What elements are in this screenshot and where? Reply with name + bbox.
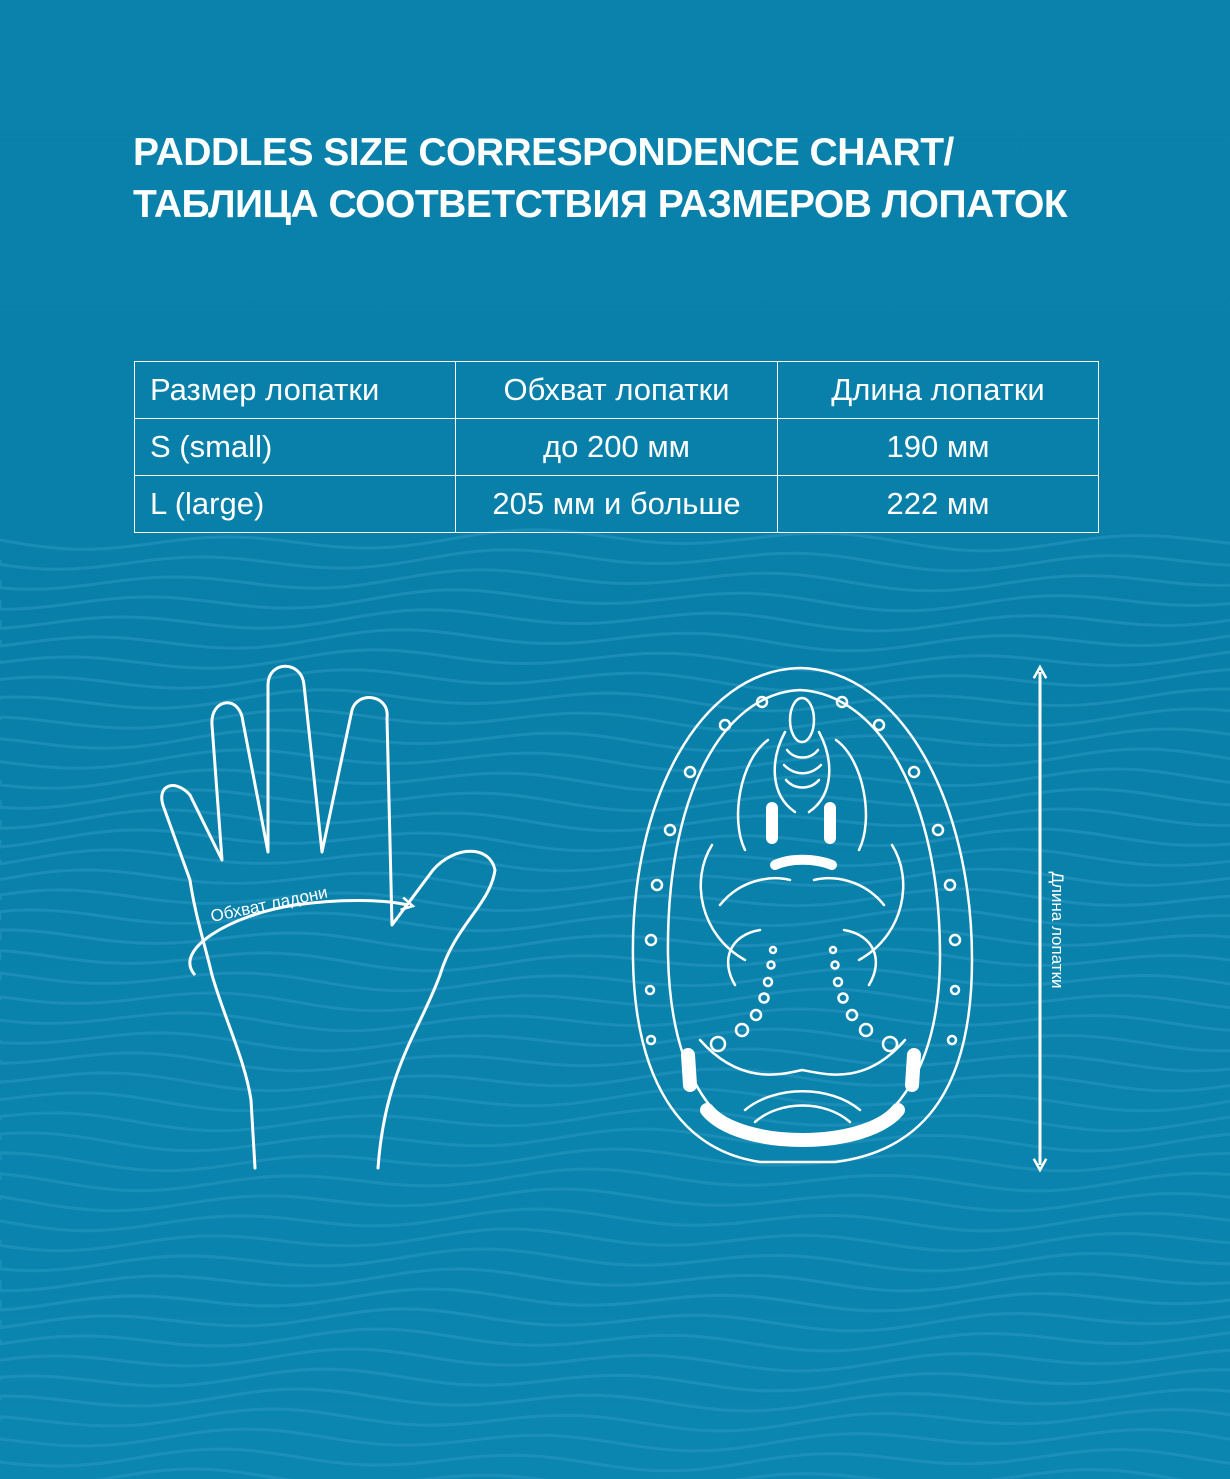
header-girth: Обхват лопатки xyxy=(456,362,778,419)
table-header-row xyxy=(135,362,1099,419)
wave-line xyxy=(0,1429,1230,1451)
wave-line xyxy=(0,1409,1230,1431)
wave-line xyxy=(0,1329,1230,1351)
wave-line xyxy=(0,1309,1230,1331)
wave-line xyxy=(0,1249,1230,1271)
cell-length: 190 мм xyxy=(778,419,1099,476)
wave-line xyxy=(0,1449,1230,1471)
page-title xyxy=(133,127,1133,231)
wave-line xyxy=(0,570,1230,591)
cell-length: 222 мм xyxy=(778,476,1099,533)
wave-line xyxy=(0,550,1230,571)
wave-line xyxy=(0,610,1230,631)
wave-line xyxy=(0,1209,1230,1231)
girth-label: Обхват ладони xyxy=(208,882,330,926)
wave-line xyxy=(0,1389,1230,1411)
wave-line xyxy=(0,1349,1230,1371)
title-line-ru: ТАБЛИЦА СООТВЕТСТВИЯ РАЗМЕРОВ ЛОПАТОК xyxy=(133,183,1068,226)
header-size: Размер лопатки xyxy=(135,362,456,419)
cell-size: L (large) xyxy=(135,476,456,533)
wave-line xyxy=(0,1269,1230,1291)
table-row xyxy=(135,419,1099,476)
wave-line xyxy=(0,1289,1230,1311)
wave-line xyxy=(0,1369,1230,1391)
cell-size: S (small) xyxy=(135,419,456,476)
table-row xyxy=(135,476,1099,533)
cell-girth: до 200 мм xyxy=(456,419,778,476)
wave-line xyxy=(0,590,1230,611)
size-table xyxy=(134,361,1099,533)
length-label: Длина лопатки xyxy=(1048,871,1067,989)
illustration xyxy=(0,640,1230,1200)
wave-line xyxy=(0,1469,1230,1479)
title-line-en: PADDLES SIZE CORRESPONDENCE CHART/ xyxy=(133,131,954,174)
cell-girth: 205 мм и больше xyxy=(456,476,778,533)
header-length: Длина лопатки xyxy=(778,362,1099,419)
wave-line xyxy=(0,1229,1230,1251)
